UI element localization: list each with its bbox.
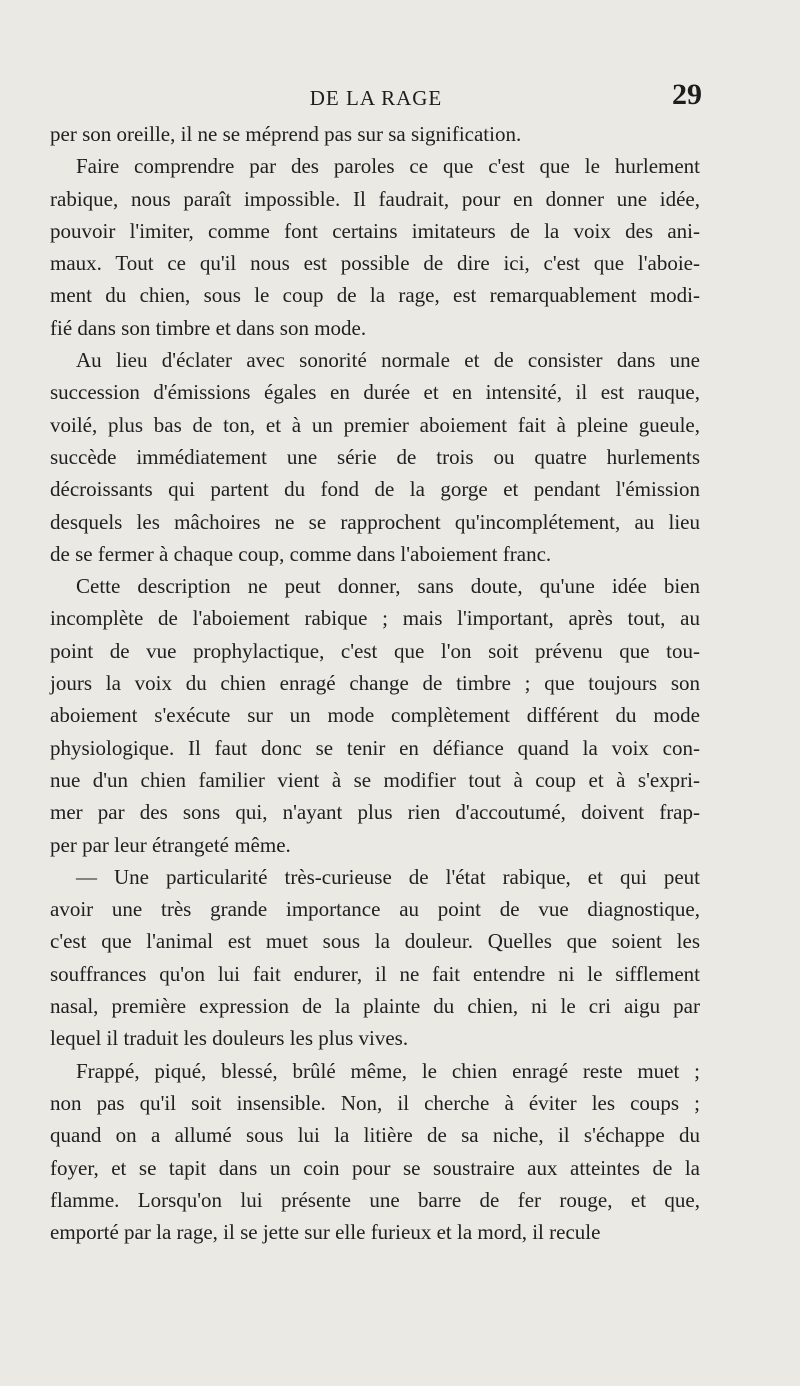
text-line: maux. Tout ce qu'il nous est possible de dire ici, c'est que l'aboie- <box>50 251 700 276</box>
text-line: rabique, nous paraît impossible. Il faudrait, pour en donner une idée, <box>50 186 700 211</box>
text-line: desquels les mâchoires ne se rapprochent qu'incomplétement, au lieu <box>50 509 700 534</box>
text-line: lequel il traduit les douleurs les plus vives. <box>50 1026 409 1051</box>
text-line: décroissants qui partent du fond de la gorge et pendant l'émission <box>50 477 700 502</box>
paragraph <box>50 570 700 861</box>
text-line: flamme. Lorsqu'on lui présente une barre de fer rouge, et que, <box>50 1187 700 1212</box>
text-line: point de vue prophylactique, c'est que l'on soit prévenu que tou- <box>50 638 700 663</box>
text-line: nasal, première expression de la plainte du chien, ni le cri aigu par <box>50 994 700 1019</box>
text-line: Cette description ne peut donner, sans doute, qu'une idée bien <box>76 574 700 599</box>
text-line: mer par des sons qui, n'ayant plus rien d'accoutumé, doivent frap- <box>50 800 700 825</box>
text-line: quand on a allumé sous lui la litière de sa niche, il s'échappe du <box>50 1123 700 1148</box>
text-line: — Une particularité très-curieuse de l'état rabique, et qui peut <box>76 864 700 889</box>
text-line: pouvoir l'imiter, comme font certains imitateurs de la voix des ani- <box>50 218 700 243</box>
text-line: emporté par la rage, il se jette sur elle furieux et la mord, il recule <box>50 1220 601 1245</box>
text-line: nue d'un chien familier vient à se modifier tout à coup et à s'expri- <box>50 767 700 792</box>
text-line: per son oreille, il ne se méprend pas sur sa signification. <box>50 122 522 146</box>
text-line: c'est que l'animal est muet sous la douleur. Quelles que soient les <box>50 929 700 954</box>
text-line: souffrances qu'on lui fait endurer, il ne fait entendre ni le sifflement <box>50 961 700 986</box>
running-title: DE LA RAGE <box>309 86 443 110</box>
paragraph <box>50 861 700 1055</box>
paragraph <box>50 1055 700 1249</box>
text-line: incomplète de l'aboiement rabique ; mais l'important, après tout, au <box>50 606 700 631</box>
text-line: ment du chien, sous le coup de la rage, est remarquablement modi- <box>50 283 700 308</box>
text-line: Faire comprendre par des paroles ce que c'est que le hurlement <box>76 154 700 179</box>
text-line: physiologique. Il faut donc se tenir en défiance quand la voix con- <box>50 735 700 760</box>
paragraph <box>50 150 700 344</box>
text-line: Frappé, piqué, blessé, brûlé même, le chien enragé reste muet ; <box>76 1058 700 1083</box>
running-head <box>50 78 702 118</box>
text-line: foyer, et se tapit dans un coin pour se soustraire aux atteintes de la <box>50 1155 700 1180</box>
paragraph <box>50 344 700 570</box>
text-line: jours la voix du chien enragé change de timbre ; que toujours son <box>50 671 700 696</box>
text-line: succède immédiatement une série de trois ou quatre hurlements <box>50 444 700 469</box>
text-line: non pas qu'il soit insensible. Non, il cherche à éviter les coups ; <box>50 1090 700 1115</box>
text-line: succession d'émissions égales en durée et en intensité, il est rauque, <box>50 380 700 405</box>
text-line: voilé, plus bas de ton, et à un premier aboiement fait à pleine gueule, <box>50 412 700 437</box>
page-number: 29 <box>672 78 702 111</box>
paragraph <box>50 118 700 150</box>
text-line: Au lieu d'éclater avec sonorité normale et de consister dans une <box>76 348 700 373</box>
text-line: de se fermer à chaque coup, comme dans l'aboiement franc. <box>50 541 552 566</box>
body-text <box>50 118 700 1248</box>
text-line: per par leur étrangeté même. <box>50 832 291 857</box>
text-line: avoir une très grande importance au point de vue diagnostique, <box>50 897 700 922</box>
text-line: aboiement s'exécute sur un mode complètement différent du mode <box>50 703 700 728</box>
text-line: fié dans son timbre et dans son mode. <box>50 315 367 340</box>
